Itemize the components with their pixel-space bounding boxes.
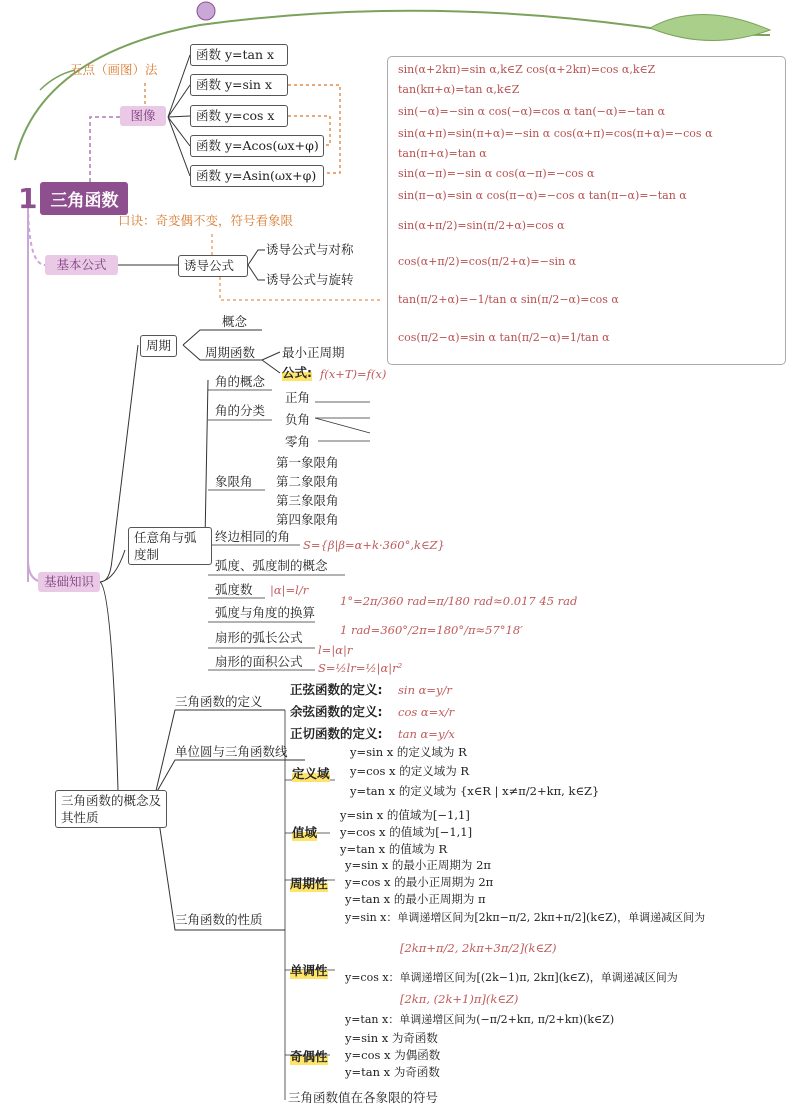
- sector-area: 扇形的面积公式: [215, 654, 303, 669]
- induction-symmetry: 诱导公式与对称: [266, 242, 354, 257]
- formula-line: cos(π/2−α)=sin α tan(π/2−α)=1/tan α: [398, 331, 610, 344]
- formula-line: sin(α+2kπ)=sin α,k∈Z cos(α+2kπ)=cos α,k∈Z: [398, 63, 656, 76]
- angle-concept: 角的概念: [215, 374, 266, 389]
- formula-line: sin(π−α)=sin α cos(π−α)=−cos α tan(π−α)=−tan α: [398, 189, 687, 202]
- def-cosine-formula: cos α=x/r: [398, 705, 455, 719]
- formula-line: sin(α−π)=−sin α cos(α−π)=−cos α: [398, 167, 595, 180]
- angle-node[interactable]: 任意角与弧度制: [128, 527, 212, 565]
- arc-length: 扇形的弧长公式: [215, 630, 303, 645]
- def-tangent-formula: tan α=y/x: [398, 727, 455, 741]
- class-positive: 正角: [285, 390, 311, 405]
- formula-line: tan(kπ+α)=tan α,k∈Z: [398, 83, 520, 96]
- conversion-degree: 1°=2π/360 rad=π/180 rad≈0.017 45 rad: [340, 594, 578, 608]
- branch-basic-formula[interactable]: 基本公式: [45, 255, 118, 275]
- mnemonic: 口诀：奇变偶不变，符号看象限: [118, 213, 294, 228]
- period-concept: 概念: [222, 314, 248, 329]
- period-node[interactable]: 周期: [140, 335, 177, 357]
- range-cos: y=cos x 的值域为[−1,1]: [340, 825, 473, 839]
- formula-line: tan(π+α)=tan α: [398, 147, 487, 160]
- parity-cos: y=cos x 为偶函数: [345, 1048, 441, 1062]
- arc-length-formula: l=|α|r: [318, 643, 353, 657]
- function-asin[interactable]: 函数 y=Asin(ωx+φ): [190, 165, 324, 187]
- parity-sin: y=sin x 为奇函数: [345, 1031, 438, 1045]
- domain-label: 定义域: [292, 766, 330, 781]
- mono-cos: y=cos x：单调递增区间为[(2k−1)π, 2kπ](k∈Z)，单调递减区间为: [345, 971, 678, 984]
- quadrant-angle: 象限角: [215, 474, 253, 489]
- title-label: 三角函数: [40, 182, 128, 215]
- def-sine: 正弦函数的定义:: [290, 682, 383, 697]
- formula-line: sin(−α)=−sin α cos(−α)=cos α tan(−α)=−tan α: [398, 105, 666, 118]
- quadrant-signs: 三角函数值在各象限的符号: [288, 1090, 439, 1105]
- unit-conversion: 弧度与角度的换算: [215, 605, 316, 620]
- formula-line: sin(α+π)=sin(π+α)=−sin α cos(α+π)=cos(π+α)=−cos α: [398, 127, 713, 140]
- radian-number: 弧度数: [215, 582, 253, 597]
- angle-classification: 角的分类: [215, 403, 266, 418]
- function-tan[interactable]: 函数 y=tan x: [190, 44, 288, 66]
- domain-cos: y=cos x 的定义域为 R: [350, 764, 470, 778]
- coterminal-angle: 终边相同的角: [215, 529, 291, 544]
- radian-concept: 弧度、弧度制的概念: [215, 558, 328, 573]
- function-cos[interactable]: 函数 y=cos x: [190, 105, 288, 127]
- quadrant-4: 第四象限角: [276, 512, 339, 527]
- class-negative: 负角: [285, 412, 311, 427]
- leaf-icon: [650, 14, 770, 40]
- mono-tan: y=tan x：单调递增区间为(−π/2+kπ, π/2+kπ)(k∈Z): [345, 1013, 615, 1026]
- mono-cos-decrease: [2kπ, (2k+1)π](k∈Z): [400, 992, 519, 1006]
- period-formula-label: 公式:: [282, 365, 312, 380]
- mono-sin-decrease: [2kπ+π/2, 2kπ+3π/2](k∈Z): [400, 941, 557, 955]
- periodicity-label: 周期性: [290, 876, 328, 891]
- radian-number-formula: |α|=l/r: [270, 583, 309, 597]
- quadrant-2: 第二象限角: [276, 474, 339, 489]
- period-sin: y=sin x 的最小正周期为 2π: [345, 858, 491, 872]
- domain-tan: y=tan x 的定义域为 {x∈R | x≠π/2+kπ, k∈Z}: [350, 784, 600, 798]
- five-point-method: 五点（画图）法: [70, 62, 158, 77]
- parity-label: 奇偶性: [290, 1049, 328, 1064]
- period-cos: y=cos x 的最小正周期为 2π: [345, 875, 494, 889]
- trig-definition: 三角函数的定义: [175, 694, 263, 709]
- period-formula: f(x+T)=f(x): [320, 367, 387, 381]
- range-sin: y=sin x 的值域为[−1,1]: [340, 808, 470, 822]
- sector-area-formula: S=½lr=½|α|r²: [318, 661, 403, 675]
- formula-line: tan(π/2+α)=−1/tan α sin(π/2−α)=cos α: [398, 293, 619, 306]
- range-tan: y=tan x 的值域为 R: [340, 842, 448, 856]
- coterminal-formula: S={β|β=α+k·360°,k∈Z}: [303, 538, 445, 552]
- domain-sin: y=sin x 的定义域为 R: [350, 745, 467, 759]
- def-tangent: 正切函数的定义:: [290, 726, 383, 741]
- branch-image[interactable]: 图像: [120, 106, 166, 126]
- class-zero: 零角: [285, 434, 311, 449]
- quadrant-3: 第三象限角: [276, 493, 339, 508]
- formula-panel: [387, 56, 786, 365]
- induction-rotation: 诱导公式与旋转: [266, 272, 354, 287]
- trig-node[interactable]: 三角函数的概念及其性质: [55, 790, 167, 828]
- induction-formula[interactable]: 诱导公式: [178, 255, 248, 277]
- trig-properties: 三角函数的性质: [175, 912, 263, 927]
- branch-basic-knowledge[interactable]: 基础知识: [38, 572, 100, 592]
- unit-circle: 单位圆与三角函数线: [175, 744, 288, 759]
- formula-line: cos(α+π/2)=cos(π/2+α)=−sin α: [398, 255, 577, 268]
- title-number: 1: [18, 181, 38, 215]
- min-positive-period: 最小正周期: [282, 345, 345, 360]
- conversion-radian: 1 rad=360°/2π=180°/π≈57°18′: [340, 623, 523, 637]
- quadrant-1: 第一象限角: [276, 455, 339, 470]
- title-block: [18, 182, 128, 214]
- def-sine-formula: sin α=y/r: [398, 683, 452, 697]
- range-label: 值域: [292, 825, 318, 840]
- parity-tan: y=tan x 为奇函数: [345, 1065, 440, 1079]
- monotonicity-label: 单调性: [290, 963, 328, 978]
- period-tan: y=tan x 的最小正周期为 π: [345, 892, 486, 906]
- periodic-function: 周期函数: [205, 345, 256, 360]
- mono-sin: y=sin x：单调递增区间为[2kπ−π/2, 2kπ+π/2](k∈Z)，单调递减区间为: [345, 911, 706, 924]
- formula-line: sin(α+π/2)=sin(π/2+α)=cos α: [398, 219, 565, 232]
- def-cosine: 余弦函数的定义:: [290, 704, 383, 719]
- flower-icon: [197, 2, 215, 20]
- function-sin[interactable]: 函数 y=sin x: [190, 74, 288, 96]
- function-acos[interactable]: 函数 y=Acos(ωx+φ): [190, 135, 324, 157]
